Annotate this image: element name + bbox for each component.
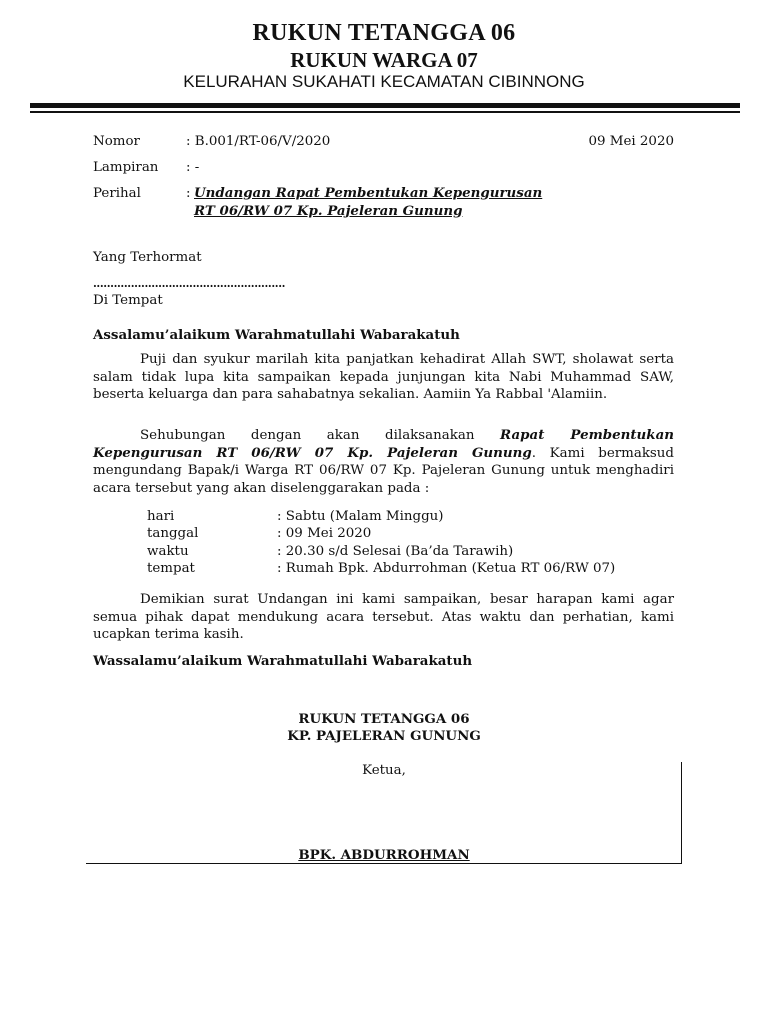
letterhead-rw: RUKUN WARGA 07 [290,48,478,72]
paragraph-closing-text: Demikian surat Undangan ini kami sampaikan, besar harapan kami agar semua pihak dapat mendukung acara tersebut. Atas waktu dan perhatian, kami ucapkan terima kasih. [93,592,674,642]
paragraph-invitation-lead: Sehubungan dengan akan dilaksanakan [140,428,501,443]
signature-box-bottom-border [86,863,682,864]
event-name: Rapat Pembentukan Kepengurusan RT 06/RW 07 Kp. Pajeleran Gunung [93,427,674,461]
paragraph-closing [93,591,674,644]
letterhead-divider-thick [30,103,740,108]
address-greeting: Yang Terhormat [93,250,202,265]
letter-date: 09 Mei 2020 [588,134,674,149]
signature-role: Ketua, [362,763,406,778]
detail-row-hari: hari : Sabtu (Malam Minggu) [147,509,444,524]
signature-org-kampung: KP. PAJELERAN GUNUNG [287,728,481,744]
signature-org-rt: RUKUN TETANGGA 06 [298,711,470,727]
detail-row-waktu: waktu : 20.30 s/d Selesai (Ba’da Tarawih) [147,543,514,559]
lampiran-label: Lampiran [93,160,159,175]
closing-salutation: Wassalamu’alaikum Warahmatullahi Wabarakatuh [93,653,473,669]
paragraph-invitation [93,427,674,497]
address-recipient-dots: ........................................................ [93,277,286,290]
perihal-label: Perihal [93,186,141,201]
paragraph-opening [93,351,674,404]
letterhead-divider-thin [30,111,740,113]
paragraph-invitation-rest: . Kami bermaksud mengundang Bapak/i Warga RT 06/RW 07 Kp. Pajeleran Gunung untuk menghadiri acara tersebut yang akan diselenggarakan pada : [93,445,675,496]
opening-salutation: Assalamu’alaikum Warahmatullahi Wabarakatuh [93,327,460,343]
perihal-subject-line2: RT 06/RW 07 Kp. Pajeleran Gunung [194,203,463,219]
letterhead-rt: RUKUN TETANGGA 06 [252,20,516,46]
perihal-subject-line1: Undangan Rapat Pembentukan Kepengurusan [194,185,543,201]
lampiran-value: : - [186,160,200,175]
paragraph-opening-text: Puji dan syukur marilah kita panjatkan kehadirat Allah SWT, sholawat serta salam tidak lupa kita sampaikan kepada junjungan kita Nabi Muhammad SAW, beserta keluarga dan para sahabatnya sekalian. Aamiin Ya Rabbal 'Alamiin. [93,352,674,402]
address-place: Di Tempat [93,293,163,308]
perihal-colon: : [186,186,191,201]
event-details [147,508,615,577]
signature-name: BPK. ABDURROHMAN [298,847,470,863]
nomor-label: Nomor [93,134,140,149]
letterhead-kelurahan: KELURAHAN SUKAHATI KECAMATAN CIBINNONG [183,72,585,91]
signature-box-right-border [681,762,682,864]
detail-row-tanggal: tanggal : 09 Mei 2020 [147,526,372,542]
detail-row-tempat: tempat : Rumah Bpk. Abdurrohman (Ketua RT 06/RW 07) [147,560,616,576]
nomor-value: : B.001/RT-06/V/2020 [186,134,331,149]
